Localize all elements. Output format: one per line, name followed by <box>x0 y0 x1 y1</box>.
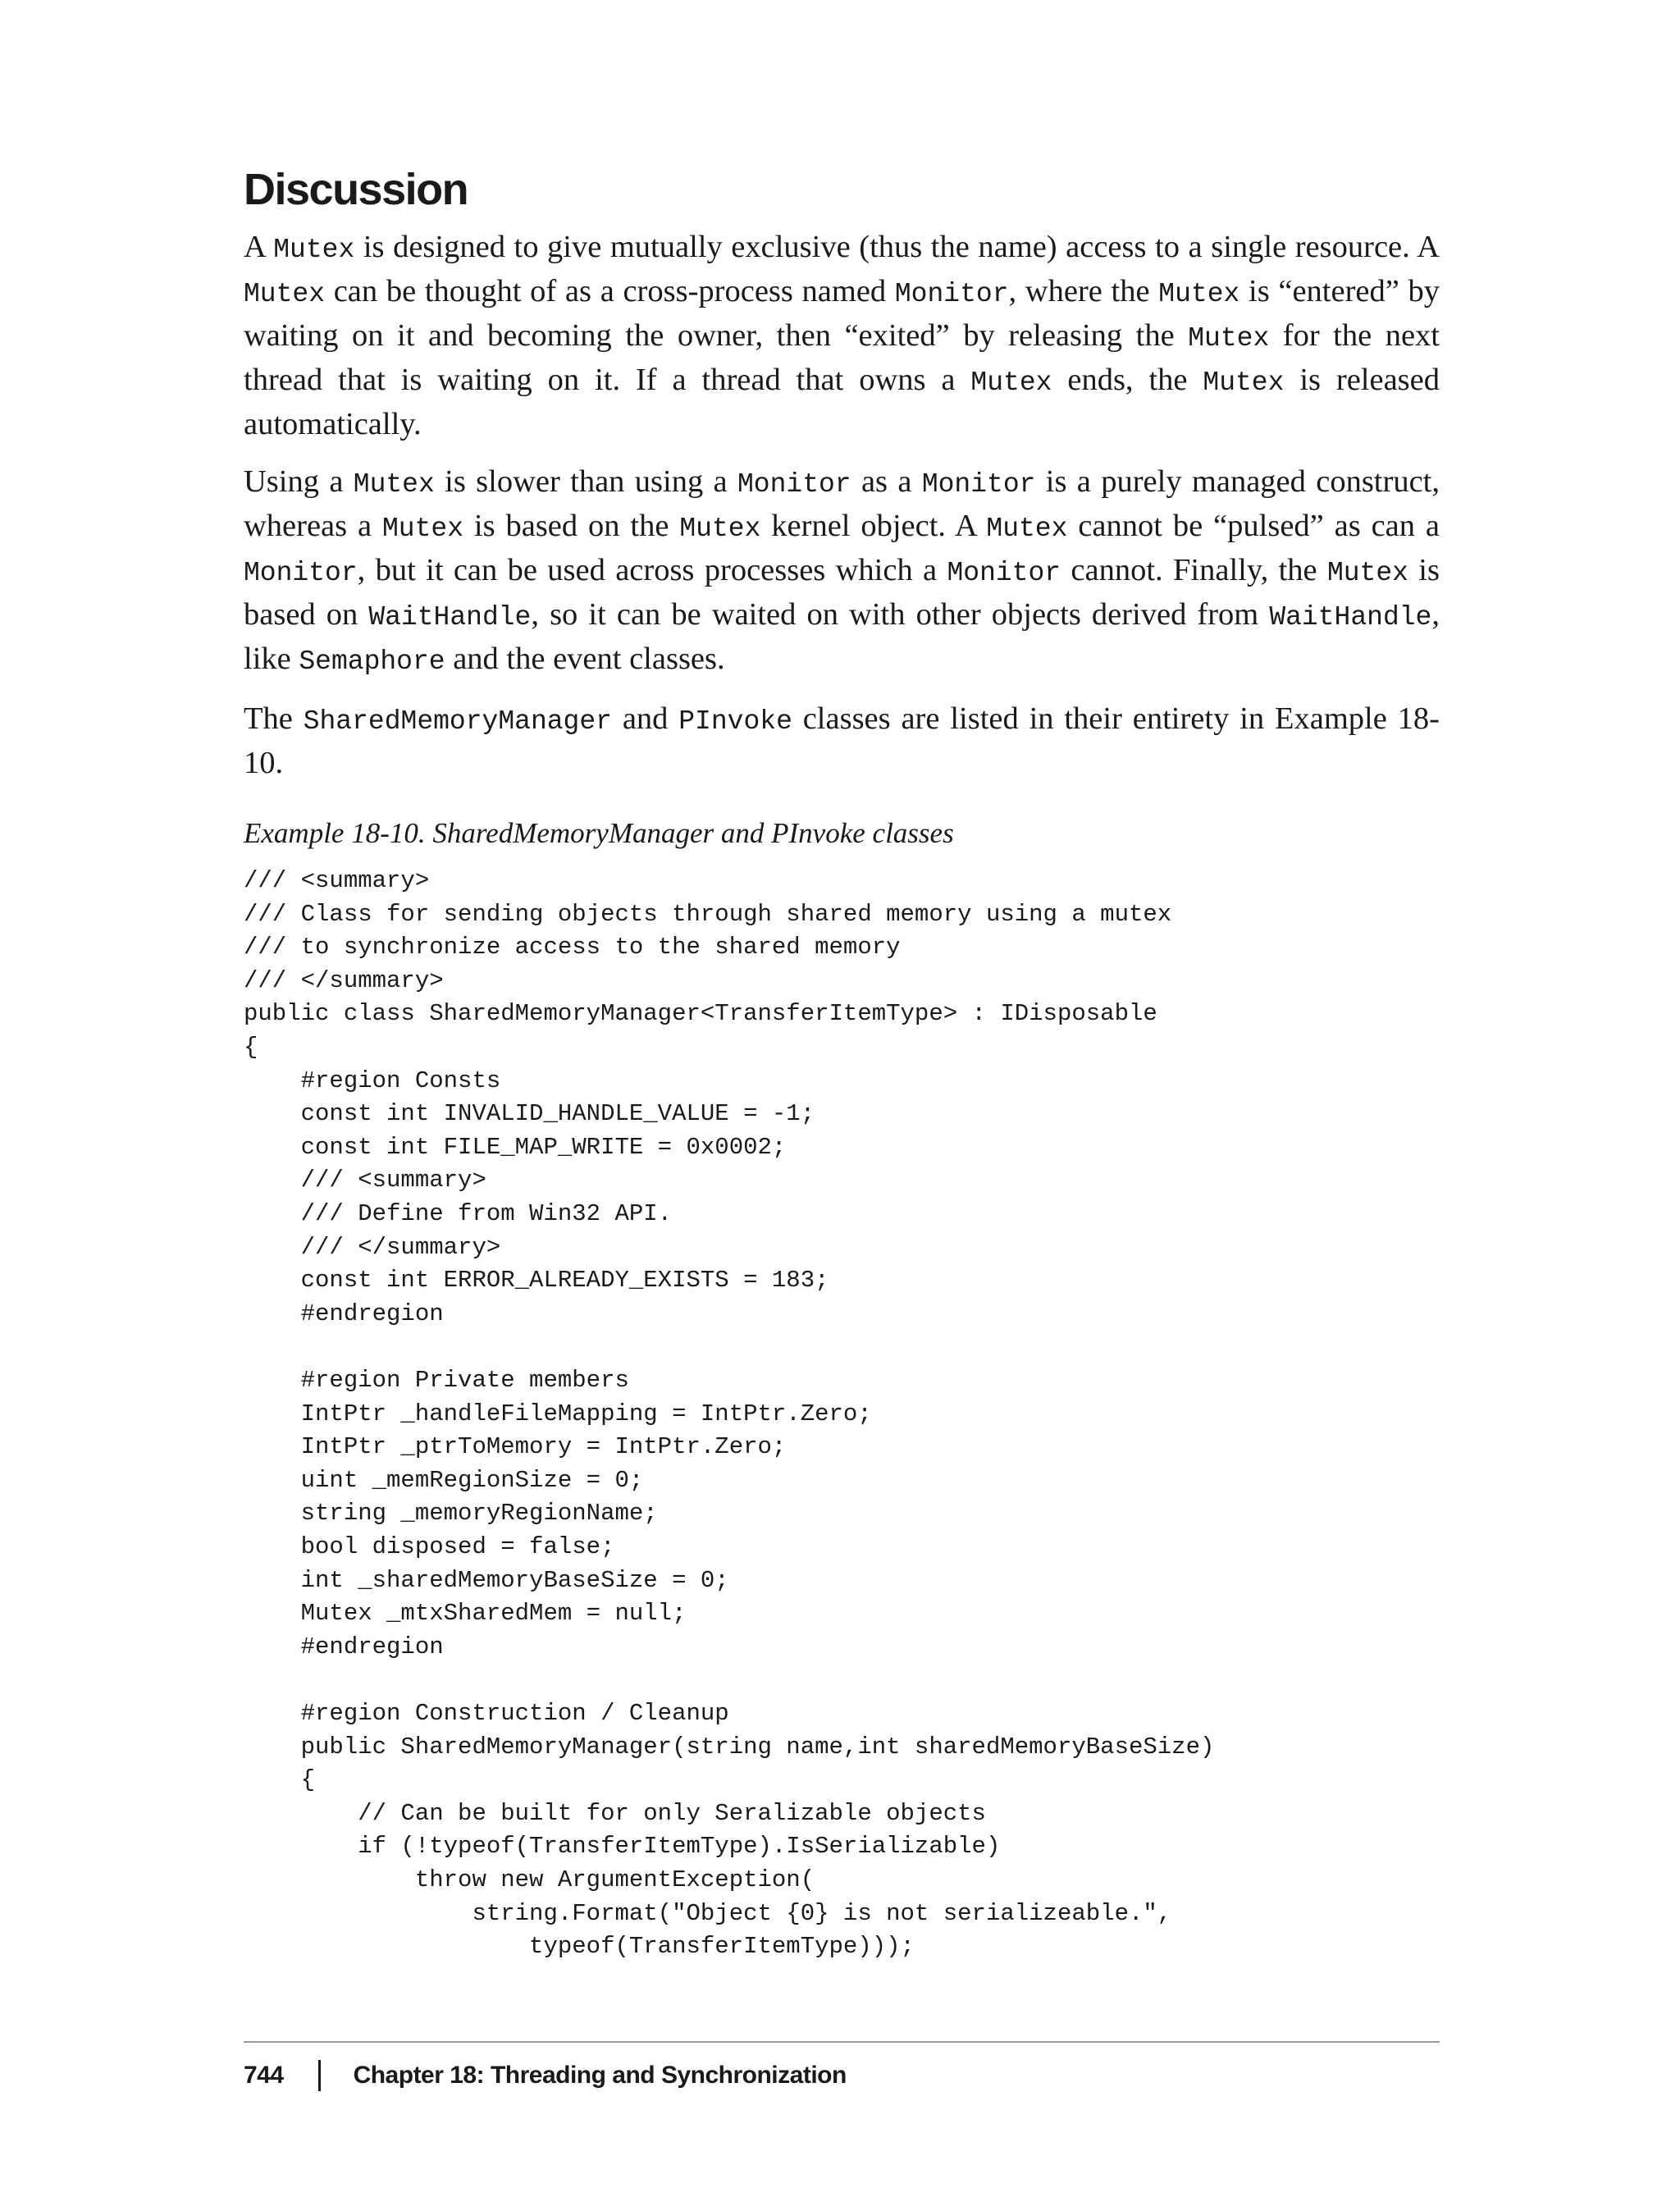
code-line: #region Construction / Cleanup <box>244 1699 729 1727</box>
paragraph <box>244 698 1440 784</box>
code-line: const int ERROR_ALREADY_EXISTS = 183; <box>244 1267 829 1295</box>
text-run: A <box>244 230 274 265</box>
text-run: The <box>244 701 304 737</box>
page-footer <box>244 2060 847 2091</box>
text-run: is slower than using a <box>434 464 737 500</box>
text-run: , so it can be waited on with other objects derived from <box>531 597 1270 633</box>
text-run: is based on <box>244 553 1440 633</box>
code-line: #endregion <box>244 1633 444 1660</box>
text-run: is based on the <box>463 509 680 544</box>
inline-code: Mutex <box>353 469 435 500</box>
code-line: #region Consts <box>244 1066 501 1094</box>
text-run: and the event classes. <box>445 642 725 677</box>
code-line: /// Define from Win32 API. <box>244 1200 673 1228</box>
inline-code: SharedMemoryManager <box>303 706 612 738</box>
page-number: 744 <box>244 2062 284 2089</box>
code-line: Mutex _mtxSharedMem = null; <box>244 1600 687 1628</box>
inline-code: Monitor <box>894 279 1009 310</box>
text-run: , like <box>244 597 1440 677</box>
text-run: , where the <box>1008 274 1159 309</box>
code-line <box>244 1664 1440 1697</box>
code-line: public class SharedMemoryManager<TransferItemType> : IDisposable <box>244 1000 1157 1028</box>
code-line: /// to synchronize access to the shared memory <box>244 934 901 961</box>
text-run: is “entered” by waiting on it and becoming the owner, then “exited” by releasing the <box>244 274 1440 354</box>
section-heading: Discussion <box>244 165 468 214</box>
inline-code: Mutex <box>679 514 761 545</box>
code-line: /// </summary> <box>244 966 444 994</box>
inline-code: Mutex <box>970 368 1052 399</box>
footer-rule <box>244 2041 1440 2043</box>
inline-code: Mutex <box>382 514 464 545</box>
code-line: /// <summary> <box>244 1167 486 1194</box>
code-line: /// </summary> <box>244 1233 501 1261</box>
code-line: public SharedMemoryManager(string name,int sharedMemoryBaseSize) <box>244 1733 1215 1761</box>
inline-code: Mutex <box>1326 558 1408 589</box>
inline-code: Mutex <box>986 514 1068 545</box>
text-run: is designed to give mutually exclusive (thus the name) access to a single resource. A <box>354 230 1440 265</box>
text-run: as a <box>851 464 922 500</box>
inline-code: Mutex <box>1203 368 1285 399</box>
code-line: throw new ArgumentException( <box>244 1866 815 1893</box>
inline-code: WaitHandle <box>1269 602 1432 633</box>
code-line: /// Class for sending objects through shared memory using a mutex <box>244 900 1172 928</box>
text-run: is a purely managed construct, whereas a <box>244 464 1440 544</box>
text-run: cannot be “pulsed” as can a <box>1067 509 1440 544</box>
page-content <box>244 164 1440 1964</box>
paragraph <box>244 461 1440 683</box>
inline-code: Monitor <box>244 558 358 589</box>
text-run: ends, the <box>1052 363 1203 398</box>
code-line: typeof(TransferItemType))); <box>244 1933 915 1961</box>
code-line: { <box>244 1766 316 1794</box>
inline-code: Mutex <box>1158 279 1240 310</box>
text-run: and <box>611 701 679 737</box>
inline-code: Mutex <box>273 235 355 266</box>
code-line: IntPtr _handleFileMapping = IntPtr.Zero; <box>244 1400 872 1427</box>
inline-code: WaitHandle <box>368 602 532 633</box>
inline-code: PInvoke <box>678 706 792 738</box>
code-line: /// <summary> <box>244 867 430 895</box>
code-line: uint _memRegionSize = 0; <box>244 1466 644 1494</box>
chapter-title: Chapter 18: Threading and Synchronization <box>353 2062 847 2089</box>
code-line: const int INVALID_HANDLE_VALUE = -1; <box>244 1100 815 1128</box>
code-line: // Can be built for only Seralizable objects <box>244 1799 986 1827</box>
code-line: #region Private members <box>244 1367 629 1394</box>
example-caption: Example 18-10. SharedMemoryManager and PInvoke classes <box>244 817 954 850</box>
inline-code: Mutex <box>1188 323 1270 354</box>
text-run: classes are listed in their entirety in Example 18-10. <box>244 701 1440 781</box>
code-line: { <box>244 1034 258 1062</box>
code-line: bool disposed = false; <box>244 1532 615 1560</box>
text-run: is released automatically. <box>244 363 1440 442</box>
code-line: #endregion <box>244 1299 444 1327</box>
code-line: if (!typeof(TransferItemType).IsSerializable) <box>244 1833 1001 1861</box>
inline-code: Monitor <box>947 558 1061 589</box>
text-run: for the next thread that is waiting on it. If a thread that owns a <box>244 318 1440 398</box>
code-line <box>244 1331 1440 1364</box>
inline-code: Monitor <box>921 469 1036 500</box>
inline-code: Semaphore <box>299 646 445 678</box>
code-line: IntPtr _ptrToMemory = IntPtr.Zero; <box>244 1433 787 1461</box>
code-listing <box>244 865 1440 1964</box>
text-run: Using a <box>244 464 354 500</box>
code-line: string.Format("Object {0} is not serializeable.", <box>244 1899 1172 1927</box>
paragraph <box>244 226 1440 445</box>
text-run: , but it can be used across processes which a <box>357 553 947 588</box>
code-line: int _sharedMemoryBaseSize = 0; <box>244 1566 729 1594</box>
inline-code: Mutex <box>244 279 326 310</box>
text-run: can be thought of as a cross-process named <box>325 274 895 309</box>
text-run: cannot. Finally, the <box>1061 553 1327 588</box>
code-line: string _memoryRegionName; <box>244 1500 658 1528</box>
footer-separator <box>318 2060 321 2091</box>
text-run: kernel object. A <box>760 509 987 544</box>
inline-code: Monitor <box>737 469 851 500</box>
code-line: const int FILE_MAP_WRITE = 0x0002; <box>244 1133 787 1161</box>
